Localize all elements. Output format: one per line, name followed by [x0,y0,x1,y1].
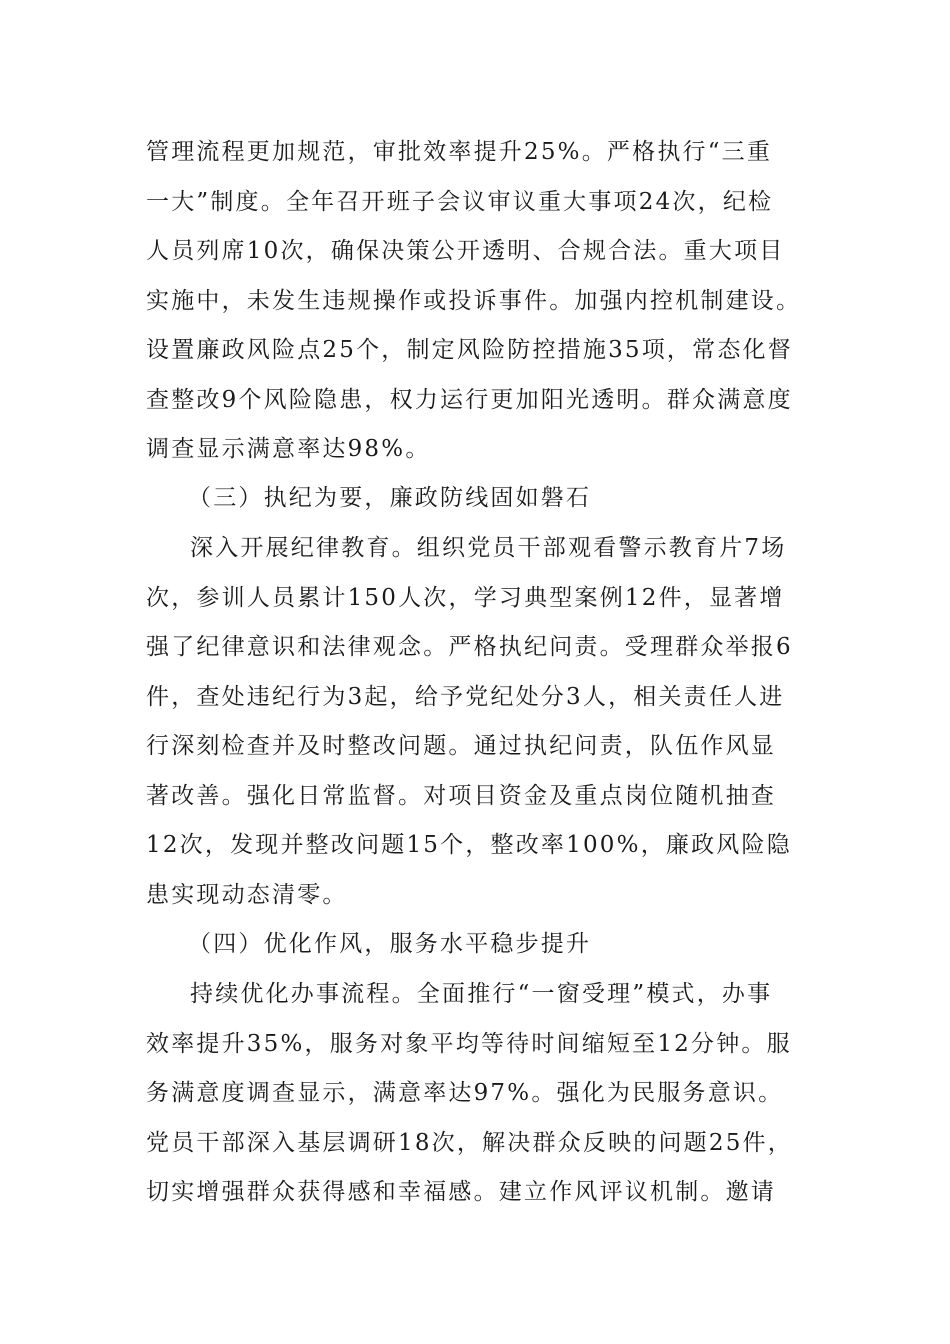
paragraph-line: 一大”制度。全年召开班子会议审议重大事项24次，纪检 [146,188,774,215]
paragraph-discipline-education [146,524,806,920]
paragraph-service-optimization [146,970,806,1218]
paragraph-line: 持续优化办事流程。全面推行“一窗受理”模式，办事 [190,981,773,1007]
paragraph-line: 件，查处违纪行为3起，给予党纪处分3人，相关责任人进 [146,683,785,710]
section-heading-4: （四）优化作风，服务水平稳步提升 [188,931,592,957]
paragraph-line: 次，参训人员累计150人次，学习典型案例12件，显著增 [146,584,785,611]
paragraph-line: 效率提升35%，服务对象平均等待时间缩短至12分钟。服 [146,1030,792,1057]
paragraph-inner-control-results [146,128,806,475]
paragraph-line: 切实增强群众获得感和幸福感。建立作风评议机制。邀请 [146,1179,776,1205]
section-heading-3: （三）执纪为要，廉政防线固如磐石 [188,485,592,511]
paragraph-line: 设置廉政风险点25个，制定风险防控措施35项，常态化督 [146,337,793,363]
paragraph-line: 著改善。强化日常监督。对项目资金及重点岗位随机抽查 [146,782,776,809]
paragraph-line: 实施中，未发生违规操作或投诉事件。加强内控机制建设。 [146,287,802,314]
paragraph-line: 12次，发现并整改问题15个，整改率100%，廉政风险隐 [146,832,792,858]
paragraph-line: 调查显示满意率达98%。 [146,436,431,462]
paragraph-line: 管理流程更加规范，审批效率提升25%。严格执行“三重 [146,139,773,165]
paragraph-line: 务满意度调查显示，满意率达97%。强化为民服务意识。 [146,1080,784,1106]
paragraph-line: 行深刻检查并及时整改问题。通过执纪问责，队伍作风显 [146,733,776,759]
paragraph-line: 查整改9个风险隐患，权力运行更加阳光透明。群众满意度 [146,386,793,413]
paragraph-line: 深入开展纪律教育。组织党员干部观看警示教育片7场 [190,535,787,561]
paragraph-line: 强了纪律意识和法律观念。严格执纪问责。受理群众举报6 [146,634,793,660]
paragraph-line: 人员列席10次，确保决策公开透明、合规合法。重大项目 [146,238,785,264]
paragraph-line: 患实现动态清零。 [146,881,348,908]
paragraph-line: 党员干部深入基层调研18次，解决群众反映的问题25件， [146,1129,793,1156]
